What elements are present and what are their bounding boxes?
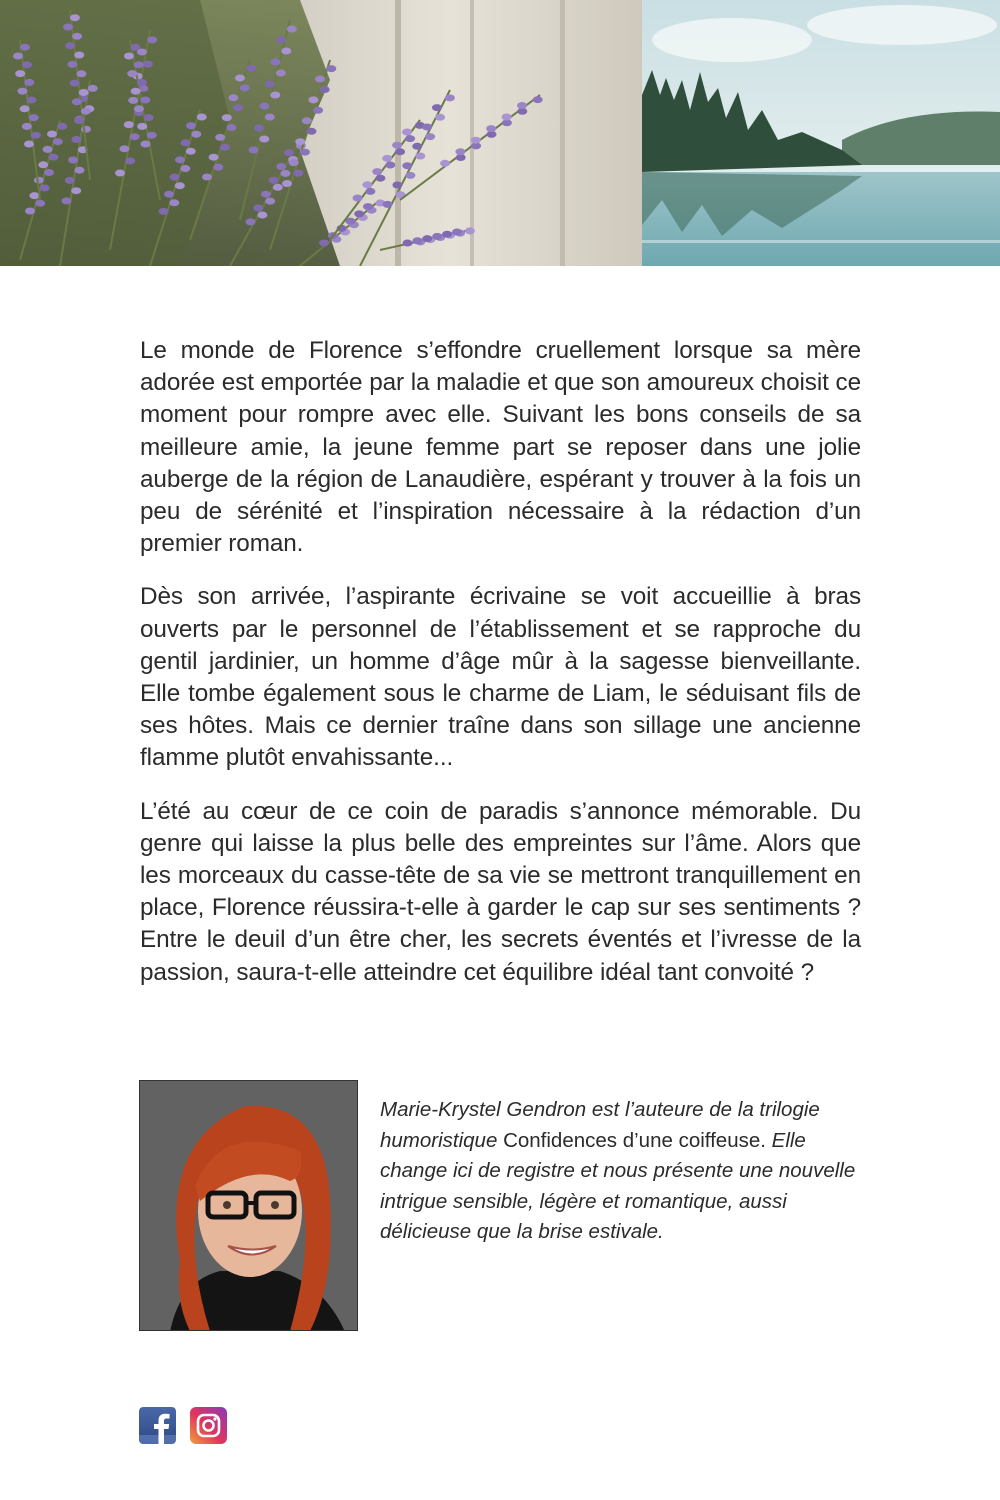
lavender-bud bbox=[265, 198, 275, 205]
lavender-bud bbox=[326, 65, 336, 72]
lavender-bud bbox=[403, 240, 413, 247]
lavender-bud bbox=[269, 177, 279, 184]
description-paragraph-2: Dès son arrivée, l’aspirante écrivaine se voit accueillie à bras ouverts par le personnel de l’établissement et se rapproche du gentil jardinier, un homme d’âge mûr à la sagesse bienveillante. Elle tombe également sous le charme de Liam, le séduisant fils de ses hôtes. Mais ce dernier traîne dans son sillage une ancienne flamme plutôt envahissante... bbox=[140, 583, 861, 772]
lavender-bud bbox=[362, 181, 372, 188]
lavender-bud bbox=[175, 182, 185, 189]
lavender-bud bbox=[169, 199, 179, 206]
lavender-bud bbox=[486, 125, 496, 132]
lavender-bud bbox=[300, 149, 310, 156]
lavender-bud bbox=[405, 172, 415, 179]
lavender-bud bbox=[88, 85, 98, 92]
lavender-bud bbox=[119, 145, 129, 152]
lavender-bud bbox=[412, 237, 422, 244]
lavender-bud bbox=[38, 161, 48, 168]
lavender-bud bbox=[25, 208, 35, 215]
lavender-bud bbox=[465, 227, 475, 234]
lavender-bud bbox=[353, 195, 363, 202]
lavender-bud bbox=[65, 42, 75, 49]
lavender-bud bbox=[70, 14, 80, 21]
lavender-bud bbox=[425, 133, 435, 140]
lavender-bud bbox=[254, 125, 264, 132]
lavender-bud bbox=[186, 148, 196, 155]
lavender-bud bbox=[295, 138, 305, 145]
lavender-bud bbox=[72, 98, 82, 105]
lavender-bud bbox=[440, 160, 450, 167]
lavender-bud bbox=[281, 48, 291, 55]
lavender-bud bbox=[302, 117, 312, 124]
instagram-icon[interactable] bbox=[190, 1407, 227, 1444]
lavender-bud bbox=[24, 79, 34, 86]
lavender-bud bbox=[471, 137, 481, 144]
lavender-bud bbox=[144, 114, 154, 121]
lavender-bud bbox=[415, 153, 425, 160]
lavender-bud bbox=[455, 148, 465, 155]
lavender-bud bbox=[354, 210, 364, 217]
lavender-bud bbox=[260, 103, 270, 110]
lavender-bud bbox=[79, 89, 89, 96]
lavender-bud bbox=[253, 205, 263, 212]
lavender-photo bbox=[0, 0, 642, 266]
lavender-bud bbox=[249, 147, 259, 154]
lavender-bud bbox=[62, 197, 72, 204]
lavender-bud bbox=[382, 155, 392, 162]
lavender-bud bbox=[319, 239, 329, 246]
lavender-bud bbox=[140, 97, 150, 104]
lavender-bud bbox=[273, 184, 283, 191]
lake-photo bbox=[642, 0, 1000, 266]
lavender-bud bbox=[134, 105, 144, 112]
lavender-bud bbox=[405, 135, 415, 142]
lavender-bud bbox=[432, 104, 442, 111]
lavender-bud bbox=[257, 212, 267, 219]
lavender-bud bbox=[48, 154, 58, 161]
lavender-bud bbox=[280, 170, 290, 177]
cover-banner bbox=[0, 0, 1000, 266]
lavender-bud bbox=[159, 208, 169, 215]
lavender-bud bbox=[175, 156, 185, 163]
lavender-bud bbox=[44, 169, 54, 176]
lavender-bud bbox=[13, 53, 23, 60]
author-photo bbox=[139, 1080, 358, 1331]
lavender-bud bbox=[402, 129, 412, 136]
lavender-bud bbox=[307, 128, 317, 135]
lavender-bud bbox=[270, 92, 280, 99]
lavender-bud bbox=[170, 174, 180, 181]
lavender-bud bbox=[128, 97, 138, 104]
lavender-bud bbox=[375, 175, 385, 182]
lavender-bud bbox=[65, 177, 75, 184]
lavender-bud bbox=[124, 53, 134, 60]
lavender-bud bbox=[293, 170, 303, 177]
lavender-bud bbox=[137, 123, 147, 130]
lavender-bud bbox=[22, 123, 32, 130]
lavender-bud bbox=[130, 44, 140, 51]
lavender-bud bbox=[71, 136, 81, 143]
lavender-bud bbox=[228, 94, 238, 101]
lavender-bud bbox=[445, 94, 455, 101]
lavender-bud bbox=[533, 96, 543, 103]
lavender-bud bbox=[197, 114, 207, 121]
lavender-bud bbox=[265, 114, 275, 121]
lavender-bud bbox=[29, 114, 39, 121]
lavender-bud bbox=[35, 200, 45, 207]
lavender-bud bbox=[147, 132, 157, 139]
lavender-bud bbox=[422, 124, 432, 131]
lavender-bud bbox=[222, 114, 232, 121]
lavender-bud bbox=[81, 108, 91, 115]
author-bio-text-continued: Elle change ici de registre et nous présente une nouvelle intrigue sensible, légère et romantique, aussi délicieuse que la brise estivale. bbox=[380, 1128, 856, 1243]
lavender-bud bbox=[422, 235, 432, 242]
book-description bbox=[140, 335, 861, 1010]
lavender-bud bbox=[81, 126, 91, 133]
lavender-bud bbox=[308, 96, 318, 103]
lavender-bud bbox=[71, 187, 81, 194]
lavender-bud bbox=[213, 164, 223, 171]
lavender-bud bbox=[180, 165, 190, 172]
lavender-bud bbox=[227, 124, 237, 131]
lavender-bud bbox=[246, 218, 256, 225]
lavender-bud bbox=[320, 86, 330, 93]
description-paragraph-3: L’été au cœur de ce coin de paradis s’annonce mémorable. Du genre qui laisse la plus belle des empreintes sur l’âme. Alors que les morceaux du casse-tête de sa vie se mettront tranquillement en place, Florence réussira-t-elle à garder le cap sur ses sentiments ? Entre le deuil d’un être cher, les secrets éventés et l’ivresse de la passion, saura-t-elle atteindre cet équilibre idéal tant convoité ? bbox=[140, 797, 861, 986]
lavender-bud bbox=[265, 81, 275, 88]
lavender-bud bbox=[395, 148, 405, 155]
lavender-bud bbox=[47, 131, 57, 138]
lavender-bud bbox=[43, 146, 53, 153]
social-links bbox=[139, 1407, 227, 1444]
lavender-bud bbox=[143, 61, 153, 68]
lavender-bud bbox=[392, 142, 402, 149]
lavender-bud bbox=[215, 134, 225, 141]
lavender-bud bbox=[435, 114, 445, 121]
trilogy-title: Confidences d’une coiffeuse. bbox=[503, 1128, 766, 1152]
lavender-bud bbox=[392, 182, 402, 189]
lavender-bud bbox=[27, 97, 37, 104]
lavender-bud bbox=[276, 70, 286, 77]
lavender-bud bbox=[412, 143, 422, 150]
lavender-bud bbox=[385, 162, 395, 169]
lavender-bud bbox=[313, 107, 323, 114]
lavender-bud bbox=[191, 131, 201, 138]
lavender-bud bbox=[20, 44, 30, 51]
lavender-bud bbox=[40, 184, 50, 191]
facebook-icon[interactable] bbox=[139, 1407, 176, 1444]
lavender-bud bbox=[276, 37, 286, 44]
lavender-bud bbox=[75, 167, 85, 174]
lavender-bud bbox=[147, 36, 157, 43]
lavender-bud bbox=[233, 104, 243, 111]
lavender-bud bbox=[29, 192, 39, 199]
lavender-bud bbox=[141, 141, 151, 148]
lavender-bud bbox=[68, 157, 78, 164]
lavender-bud bbox=[271, 59, 281, 66]
lavender-bud bbox=[402, 162, 412, 169]
lavender-bud bbox=[289, 159, 299, 166]
lavender-bud bbox=[220, 144, 230, 151]
lavender-bud bbox=[70, 80, 80, 87]
lavender-bud bbox=[240, 84, 250, 91]
lavender-bud bbox=[22, 61, 32, 68]
lavender-bud bbox=[282, 180, 292, 187]
lavender-bud bbox=[246, 65, 256, 72]
lavender-bud bbox=[31, 132, 41, 139]
lavender-bud bbox=[315, 76, 325, 83]
lavender-bud bbox=[24, 141, 34, 148]
lavender-bud bbox=[383, 201, 393, 208]
lavender-bud bbox=[235, 75, 245, 82]
lavender-bud bbox=[20, 105, 30, 112]
lavender-bud bbox=[130, 133, 140, 140]
lavender-bud bbox=[259, 136, 269, 143]
author-bio bbox=[380, 1095, 860, 1248]
lavender-bud bbox=[372, 168, 382, 175]
lavender-bud bbox=[72, 33, 82, 40]
lavender-bud bbox=[134, 61, 144, 68]
lavender-bud bbox=[125, 157, 135, 164]
description-paragraph-1: Le monde de Florence s’effondre cruellement lorsque sa mère adorée est emportée par la maladie et que son amoureux choisit ce moment pour rompre avec elle. Suivant les bons conseils de sa meilleure amie, la jeune femme part se reposer dans une jolie auberge de la région de Lanaudière, espérant y trouver à la fois un peu de sérénité et l’inspiration nécessaire à la rédaction d’un premier roman. bbox=[140, 337, 861, 558]
lavender-bud bbox=[124, 121, 134, 128]
lavender-bud bbox=[57, 123, 67, 130]
lavender-bud bbox=[452, 229, 462, 236]
lavender-bud bbox=[164, 191, 174, 198]
lavender-bud bbox=[17, 88, 27, 95]
lavender-bud bbox=[363, 203, 373, 210]
lavender-bud bbox=[115, 170, 125, 177]
lavender-bud bbox=[276, 163, 286, 170]
lavender-bud bbox=[15, 70, 25, 77]
lavender-bud bbox=[365, 188, 375, 195]
lavender-bud bbox=[74, 52, 84, 59]
lavender-bud bbox=[137, 79, 147, 86]
lavender-bud bbox=[77, 70, 87, 77]
lavender-bud bbox=[74, 117, 84, 124]
lavender-bud bbox=[67, 61, 77, 68]
lavender-bud bbox=[261, 191, 271, 198]
lavender-bud bbox=[131, 88, 141, 95]
lavender-bud bbox=[284, 149, 294, 156]
lavender-bud bbox=[442, 231, 452, 238]
lavender-bud bbox=[186, 122, 196, 129]
lavender-bud bbox=[181, 139, 191, 146]
lavender-bud bbox=[432, 233, 442, 240]
lavender-bud bbox=[209, 154, 219, 161]
lavender-bud bbox=[63, 24, 73, 31]
lavender-bud bbox=[202, 174, 212, 181]
lavender-bud bbox=[127, 70, 137, 77]
lavender-bud bbox=[53, 138, 63, 145]
lavender-bud bbox=[287, 26, 297, 33]
lavender-bud bbox=[517, 102, 527, 109]
author-bio-text: Marie-Krystel Gendron est l’auteure de la trilogie humoristique bbox=[380, 1098, 820, 1152]
lavender-bud bbox=[502, 114, 512, 121]
